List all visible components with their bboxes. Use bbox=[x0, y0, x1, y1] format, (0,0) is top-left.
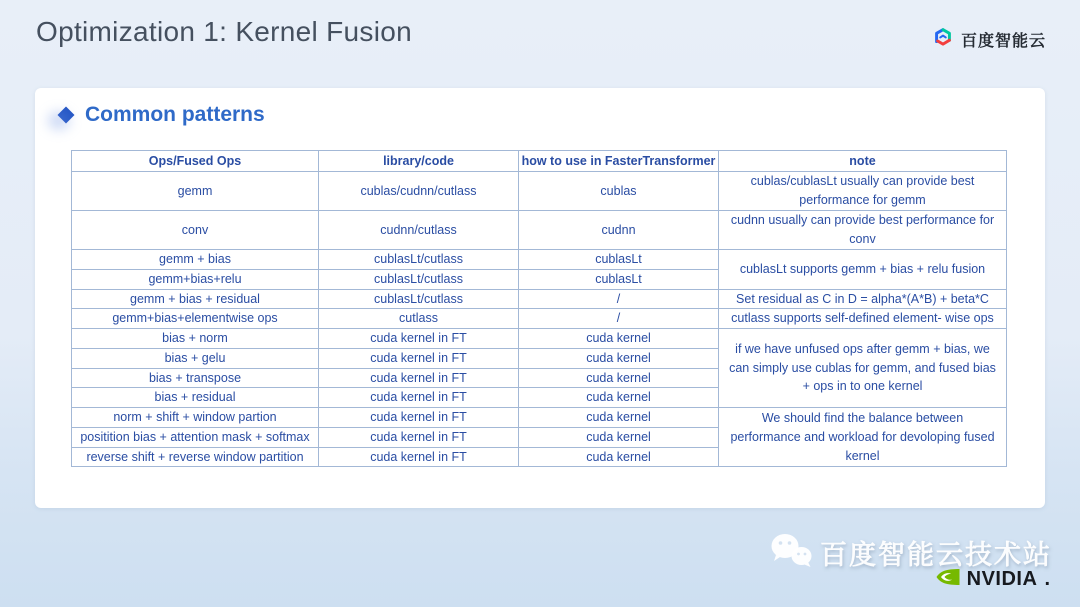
cell-ops: bias + gelu bbox=[72, 348, 319, 368]
nvidia-logo-text: NVIDIA bbox=[966, 568, 1038, 590]
baidu-cloud-logo-text: 百度智能云 bbox=[960, 33, 1046, 50]
patterns-table-body bbox=[72, 172, 1007, 467]
cell-library: cublas/cudnn/cutlass bbox=[319, 172, 519, 211]
nvidia-logo bbox=[935, 568, 1050, 591]
cell-note: cublasLt supports gemm + bias + relu fusion bbox=[719, 250, 1007, 290]
cell-library: cuda kernel in FT bbox=[319, 408, 519, 428]
cell-ft: cublasLt bbox=[519, 269, 719, 289]
column-header: how to use in FasterTransformer bbox=[519, 151, 719, 172]
nvidia-logo-dot: . bbox=[1044, 568, 1050, 590]
table-row bbox=[72, 250, 1007, 270]
cell-ops: gemm + bias bbox=[72, 250, 319, 270]
baidu-cloud-logo bbox=[932, 26, 1046, 53]
table-row bbox=[72, 289, 1007, 309]
table-row bbox=[72, 172, 1007, 211]
cell-ft: cublasLt bbox=[519, 250, 719, 270]
watermark-text: 百度智能云技术站 bbox=[820, 540, 1052, 570]
cell-ft: cuda kernel bbox=[519, 408, 719, 428]
patterns-table-container bbox=[71, 150, 1007, 467]
baidu-cloud-logo-icon bbox=[932, 26, 954, 53]
cell-ops: conv bbox=[72, 211, 319, 250]
table-row bbox=[72, 408, 1007, 428]
cell-note: Set residual as C in D = alpha*(A*B) + beta*C bbox=[719, 289, 1007, 309]
column-header: Ops/Fused Ops bbox=[72, 151, 319, 172]
cell-ft: cuda kernel bbox=[519, 348, 719, 368]
cell-ft: cuda kernel bbox=[519, 427, 719, 447]
cell-library: cuda kernel in FT bbox=[319, 388, 519, 408]
section-heading bbox=[60, 103, 265, 127]
cell-library: cudnn/cutlass bbox=[319, 211, 519, 250]
cell-library: cuda kernel in FT bbox=[319, 368, 519, 388]
patterns-table bbox=[71, 150, 1007, 467]
cell-ops: reverse shift + reverse window partition bbox=[72, 447, 319, 467]
cell-ft: cuda kernel bbox=[519, 388, 719, 408]
cell-ft: cudnn bbox=[519, 211, 719, 250]
cell-note: cublas/cublasLt usually can provide best performance for gemm bbox=[719, 172, 1007, 211]
cell-ft: / bbox=[519, 289, 719, 309]
cell-library: cuda kernel in FT bbox=[319, 348, 519, 368]
nvidia-eye-icon bbox=[935, 568, 961, 591]
cell-library: cutlass bbox=[319, 309, 519, 329]
cell-library: cublasLt/cutlass bbox=[319, 250, 519, 270]
cell-ft: cublas bbox=[519, 172, 719, 211]
cell-ops: bias + norm bbox=[72, 329, 319, 349]
cell-library: cuda kernel in FT bbox=[319, 447, 519, 467]
cell-ft: cuda kernel bbox=[519, 447, 719, 467]
cell-ops: gemm + bias + residual bbox=[72, 289, 319, 309]
cell-library: cuda kernel in FT bbox=[319, 427, 519, 447]
cell-ft: cuda kernel bbox=[519, 329, 719, 349]
cell-note: We should find the balance between performance and workload for devoloping fused kernel bbox=[719, 408, 1007, 467]
cell-note: cutlass supports self-defined element- wise ops bbox=[719, 309, 1007, 329]
column-header: note bbox=[719, 151, 1007, 172]
cell-ops: gemm bbox=[72, 172, 319, 211]
cell-library: cublasLt/cutlass bbox=[319, 289, 519, 309]
table-row bbox=[72, 309, 1007, 329]
wechat-icon bbox=[768, 531, 814, 574]
diamond-bullet-icon bbox=[58, 107, 75, 124]
cell-ft: cuda kernel bbox=[519, 368, 719, 388]
cell-ops: gemm+bias+elementwise ops bbox=[72, 309, 319, 329]
content-card bbox=[35, 88, 1045, 508]
cell-library: cuda kernel in FT bbox=[319, 329, 519, 349]
column-header: library/code bbox=[319, 151, 519, 172]
section-heading-label: Common patterns bbox=[85, 103, 265, 126]
cell-library: cublasLt/cutlass bbox=[319, 269, 519, 289]
cell-ops: positition bias + attention mask + softmax bbox=[72, 427, 319, 447]
cell-ops: norm + shift + window partion bbox=[72, 408, 319, 428]
cell-note: cudnn usually can provide best performance for conv bbox=[719, 211, 1007, 250]
cell-ops: gemm+bias+relu bbox=[72, 269, 319, 289]
table-row bbox=[72, 329, 1007, 349]
page-title: Optimization 1: Kernel Fusion bbox=[36, 16, 412, 47]
cell-note: if we have unfused ops after gemm + bias, we can simply use cublas for gemm, and fused bias + ops in to one kernel bbox=[719, 329, 1007, 408]
table-row bbox=[72, 211, 1007, 250]
patterns-table-head-row bbox=[72, 151, 1007, 172]
cell-ops: bias + transpose bbox=[72, 368, 319, 388]
cell-ops: bias + residual bbox=[72, 388, 319, 408]
cell-ft: / bbox=[519, 309, 719, 329]
